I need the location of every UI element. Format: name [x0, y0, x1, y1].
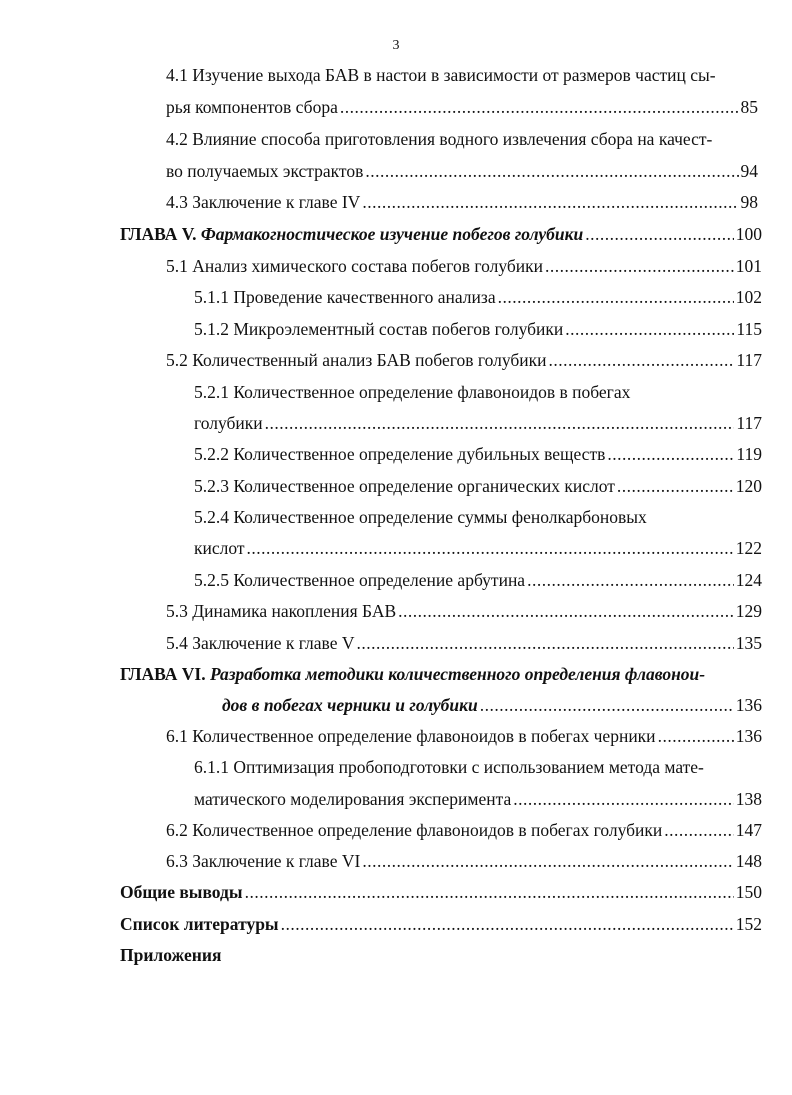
toc-entry-5-2-2: 5.2.2 Количественное определение дубильных веществ ..... 119 [194, 443, 762, 465]
toc-references: Список литературы ..... 152 [120, 913, 762, 935]
dot-leader [617, 475, 734, 497]
dot-leader [398, 600, 734, 622]
page-ref: 136 [735, 726, 762, 746]
page-ref: 101 [735, 256, 762, 276]
dot-leader [527, 569, 734, 591]
dot-leader [247, 537, 734, 559]
dot-leader [658, 725, 734, 747]
toc-entry-5-2-5: 5.2.5 Количественное определение арбутина ..... 124 [194, 569, 762, 591]
page-ref: 120 [735, 476, 762, 496]
toc-entry-5-2-4-line2: кислот ..... 122 [194, 537, 762, 559]
toc-chapter-6-line1 [120, 663, 762, 685]
dot-leader [365, 160, 738, 182]
page-ref: 138 [735, 789, 762, 809]
toc-entry-5-1-2: 5.1.2 Микроэлементный состав побегов голубики ..... 115 [194, 318, 762, 340]
page-ref: 129 [735, 601, 762, 621]
toc-conclusions: Общие выводы ..... 150 [120, 881, 762, 903]
toc-entry-6-2: 6.2 Количественное определение флавоноидов в побегах голубики ..... 147 [166, 819, 762, 841]
dot-leader [340, 96, 739, 118]
toc-entry-6-1-1-line1: 6.1.1 Оптимизация пробоподготовки с использованием метода мате- [194, 757, 704, 777]
page-ref: 115 [736, 319, 762, 339]
dot-leader [664, 819, 733, 841]
dot-leader [585, 223, 734, 245]
toc-entry-5-1-1: 5.1.1 Проведение качественного анализа ..... 102 [194, 286, 762, 308]
toc-entry-4-2-line2: во получаемых экстрактов ..... 94 [166, 160, 758, 182]
dot-leader [356, 632, 733, 654]
chapter-label: ГЛАВА VI. [120, 664, 206, 684]
dot-leader [607, 443, 734, 465]
page-ref: 100 [735, 224, 762, 244]
page-ref: 136 [735, 695, 762, 715]
dot-leader [549, 349, 735, 371]
page-ref: 98 [740, 192, 758, 212]
page-ref: 117 [736, 350, 762, 370]
dot-leader [265, 412, 735, 434]
toc-entry-5-2-1-line2: голубики ..... 117 [194, 412, 762, 434]
page-ref: 135 [735, 633, 762, 653]
dot-leader [498, 286, 734, 308]
toc-entry-5-2: 5.2 Количественный анализ БАВ побегов голубики ..... 117 [166, 349, 762, 371]
dot-leader [245, 881, 734, 903]
page-ref: 119 [736, 444, 762, 464]
dot-leader [513, 788, 733, 810]
page-ref: 147 [735, 820, 762, 840]
toc-entry-4-2-line1: 4.2 Влияние способа приготовления водного извлечения сбора на качест- [166, 129, 713, 149]
toc-entry-6-3: 6.3 Заключение к главе VI ..... 148 [166, 850, 762, 872]
toc-chapter-6-line2 [222, 694, 762, 716]
page-ref: 150 [735, 882, 762, 902]
toc-entry-5-2-1-line1: 5.2.1 Количественное определение флавоноидов в побегах [194, 382, 631, 402]
toc-entry-5-3: 5.3 Динамика накопления БАВ ..... 129 [166, 600, 762, 622]
page-ref: 148 [735, 851, 762, 871]
toc-entry-4-1-line2: рья компонентов сбора ..... 85 [166, 96, 758, 118]
dot-leader [362, 191, 738, 213]
toc-entry-5-2-3: 5.2.3 Количественное определение органических кислот ..... 120 [194, 475, 762, 497]
dot-leader [362, 850, 733, 872]
page-ref: 117 [736, 413, 762, 433]
page-number: 3 [392, 38, 400, 53]
chapter-title: дов в побегах черники и голубики [222, 695, 478, 715]
toc-entry-5-2-4-line1: 5.2.4 Количественное определение суммы фенолкарбоновых [194, 507, 647, 527]
chapter-label: ГЛАВА V. [120, 224, 197, 244]
toc-appendices: Приложения [120, 945, 222, 965]
toc-entry-4-1-line1: 4.1 Изучение выхода БАВ в настои в зависимости от размеров частиц сы- [166, 65, 716, 85]
page-ref: 85 [740, 97, 758, 117]
toc-entry-4-3: 4.3 Заключение к главе IV ..... 98 [166, 191, 758, 213]
dot-leader [281, 913, 734, 935]
dot-leader [565, 318, 734, 340]
toc-chapter-5 [120, 223, 762, 245]
page-ref: 152 [735, 914, 762, 934]
chapter-title: Фармакогностическое изучение побегов голубики [200, 224, 584, 244]
chapter-title: Разработка методики количественного определения флавонои- [209, 664, 706, 684]
toc-entry-5-1: 5.1 Анализ химического состава побегов голубики ..... 101 [166, 255, 762, 277]
toc-entry-6-1: 6.1 Количественное определение флавоноидов в побегах черники ..... 136 [166, 725, 762, 747]
page-ref: 102 [735, 287, 762, 307]
dot-leader [480, 694, 734, 716]
toc-entry-5-4: 5.4 Заключение к главе V ..... 135 [166, 632, 762, 654]
page-ref: 122 [735, 538, 762, 558]
toc-entry-6-1-1-line2: матического моделирования эксперимента ..... 138 [194, 788, 762, 810]
page-ref: 94 [740, 161, 758, 181]
dot-leader [545, 255, 734, 277]
page-ref: 124 [735, 570, 762, 590]
